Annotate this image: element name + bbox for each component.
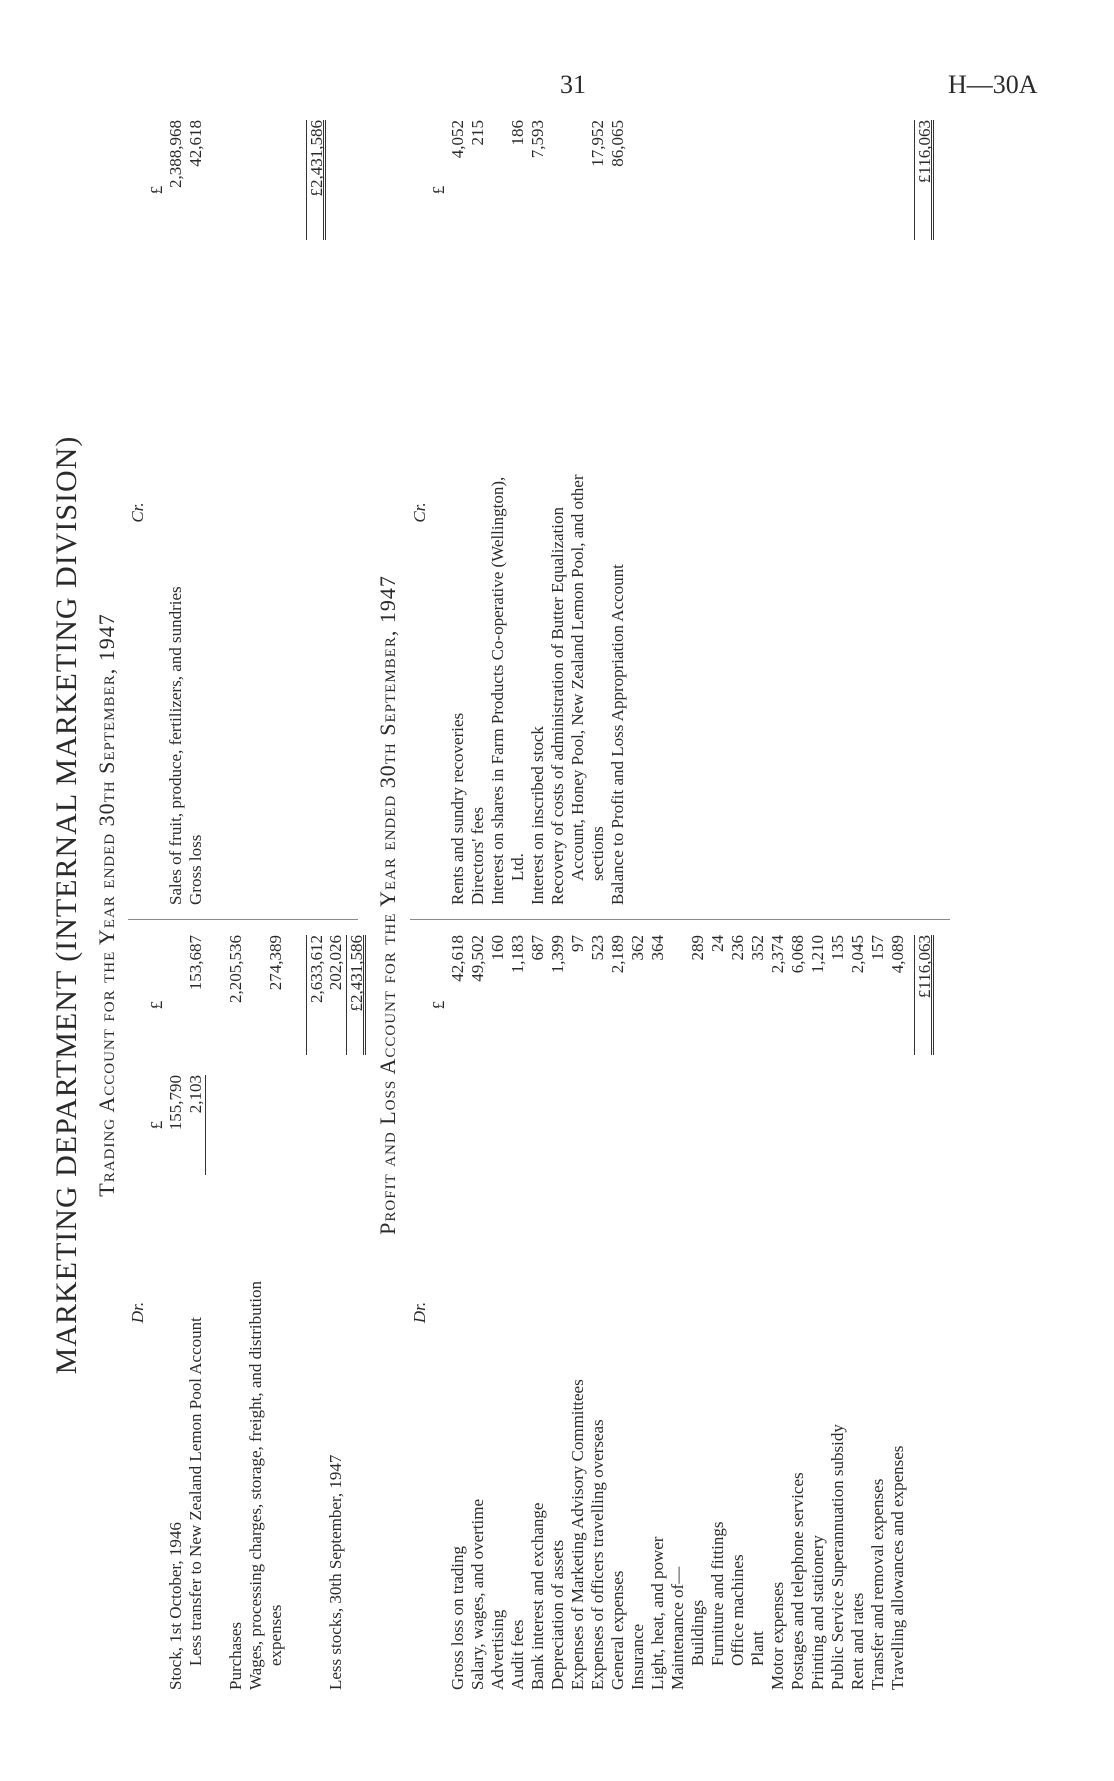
pl-dr-label: Dr.	[410, 1301, 429, 1324]
row-amount: 2,205,536	[226, 935, 245, 1003]
row-amount	[166, 935, 186, 1055]
pl-dr-total-row	[914, 935, 934, 1690]
ledger-row	[306, 935, 326, 1690]
row-label: General expenses	[608, 1570, 627, 1690]
ledger-row	[528, 935, 548, 1690]
trading-cr-label: Cr.	[128, 502, 147, 523]
row-amount: 2,374	[768, 935, 787, 974]
ledger-row	[628, 935, 648, 1690]
trading-dr-total-row	[346, 935, 366, 1690]
pl-divider	[410, 919, 950, 920]
row-amount	[286, 935, 306, 1055]
row-amount: 135	[828, 935, 847, 961]
row-amount: 364	[648, 935, 667, 961]
row-label: Motor expenses	[768, 1581, 787, 1690]
row-label: Expenses of Marketing Advisory Committees	[568, 1379, 587, 1690]
ledger-row	[828, 935, 848, 1690]
row-label: Public Service Superannuation subsidy	[828, 1424, 847, 1690]
ledger-row	[688, 935, 708, 1690]
ledger-row	[186, 935, 206, 1690]
row-amount: 160	[488, 935, 507, 961]
ledger-row	[888, 935, 908, 1690]
pl-cr-currency: £	[429, 185, 448, 195]
row-subamount	[306, 1075, 326, 1175]
ledger-row	[728, 935, 748, 1690]
row-amount: 274,389	[266, 935, 285, 991]
row-amount: 153,687	[186, 935, 205, 991]
trading-cr-currency: £	[147, 185, 166, 195]
row-amount: 1,183	[508, 935, 527, 974]
ledger-row	[508, 935, 528, 1690]
row-amount: 42,618	[448, 935, 467, 982]
profit-loss-account-title: Profit and Loss Account for the Year ended 30th September, 1947	[375, 575, 400, 1235]
ledger-row	[588, 935, 608, 1690]
department-title: MARKETING DEPARTMENT (INTERNAL MARKETING DIVISION)	[50, 435, 83, 1375]
row-label: Buildings	[688, 1599, 707, 1666]
row-label: Ltd.	[508, 853, 527, 881]
page-number: 31	[560, 70, 586, 99]
row-amount: 352	[748, 935, 767, 961]
row-amount: 2,388,968	[166, 120, 185, 188]
trading-account-title: Trading Account for the Year ended 30th September, 1947	[94, 613, 119, 1197]
trading-cr-total: £2,431,586	[306, 120, 326, 240]
row-label: Less stocks, 30th September, 1947	[326, 1454, 345, 1690]
row-label	[206, 1175, 226, 1690]
ledger-row	[448, 935, 468, 1690]
row-amount: 86,065	[608, 120, 627, 167]
row-label: Rent and rates	[848, 1592, 867, 1690]
row-amount: 157	[868, 935, 887, 961]
row-amount: 2,633,612	[306, 935, 326, 1055]
pl-dr-total: £116,063	[914, 935, 934, 1055]
ledger-row	[668, 935, 688, 1690]
row-label: Depreciation of assets	[548, 1539, 567, 1690]
row-label: Postages and telephone services	[788, 1472, 807, 1690]
row-label: Maintenance of—	[668, 1566, 687, 1690]
ledger-row	[548, 935, 568, 1690]
row-label: Plant	[748, 1631, 767, 1666]
ledger-row	[808, 935, 828, 1690]
row-label: Furniture and fittings	[708, 1521, 727, 1666]
row-label: Expenses of officers travelling overseas	[588, 1419, 607, 1690]
ledger-row	[206, 935, 226, 1690]
row-amount: 523	[588, 935, 607, 961]
row-amount: 215	[468, 120, 487, 146]
row-label: Printing and stationery	[808, 1535, 827, 1690]
ledger-row	[788, 935, 808, 1690]
ledger-row	[568, 935, 588, 1690]
trading-dr-rows	[166, 935, 346, 1690]
row-label: Advertising	[488, 1609, 507, 1690]
ledger-row	[488, 935, 508, 1690]
trading-cr-rows	[166, 120, 206, 905]
pl-cr-total: £116,063	[914, 120, 934, 240]
ledger-row	[226, 935, 246, 1690]
row-label: Sales of fruit, produce, fertilizers, and sundries	[166, 586, 185, 905]
row-subamount	[226, 1075, 246, 1175]
pl-cr-side	[410, 120, 934, 905]
trading-dr-total: £2,431,586	[346, 935, 366, 1055]
row-amount: 289	[688, 935, 707, 961]
row-subamount	[266, 1075, 286, 1175]
row-amount: 4,052	[448, 120, 467, 159]
row-amount: 42,618	[186, 120, 205, 167]
ledger-row	[166, 120, 186, 905]
ledger-row	[448, 120, 468, 905]
ledger-row	[548, 120, 568, 905]
pl-cr-currency-row	[430, 120, 448, 905]
row-amount: 49,502	[468, 935, 487, 982]
ledger-row	[588, 120, 608, 905]
row-label: Rents and sundry recoveries	[448, 712, 467, 905]
ledger-row	[468, 935, 488, 1690]
row-label: Account, Honey Pool, New Zealand Lemon Pool, and other	[568, 474, 587, 881]
row-label: Balance to Profit and Loss Appropriation Account	[608, 564, 627, 905]
pl-cr-label: Cr.	[410, 502, 429, 523]
row-amount: 1,210	[808, 935, 827, 974]
ledger-row	[708, 935, 728, 1690]
trading-cr-side	[128, 120, 326, 905]
ledger-row	[528, 120, 548, 905]
row-label: Travelling allowances and expenses	[888, 1445, 907, 1690]
row-label: Office machines	[728, 1554, 747, 1666]
row-amount: 236	[728, 935, 747, 961]
row-amount: 2,045	[848, 935, 867, 974]
trading-divider	[128, 919, 358, 920]
row-amount: 7,593	[528, 120, 547, 159]
row-amount	[488, 120, 508, 240]
row-label: expenses	[266, 1604, 285, 1666]
trading-dr-currency-sub: £	[147, 1120, 166, 1130]
ledger-row	[326, 935, 346, 1690]
ledger-row	[488, 120, 508, 905]
row-amount: 186	[508, 120, 527, 146]
ledger-row	[508, 120, 528, 905]
ledger-row	[848, 935, 868, 1690]
trading-dr-label: Dr.	[128, 1301, 147, 1324]
row-amount: 4,089	[888, 935, 907, 974]
row-subamount	[286, 1075, 306, 1175]
ledger-row	[608, 935, 628, 1690]
row-label	[306, 1175, 326, 1690]
pl-dr-side	[410, 935, 934, 1690]
row-label: Insurance	[628, 1623, 647, 1690]
row-label: Directors' fees	[468, 807, 487, 905]
row-amount	[668, 935, 688, 1055]
row-label	[286, 1175, 306, 1690]
row-subamount	[206, 1075, 226, 1175]
ledger-row	[568, 120, 588, 905]
row-label: Recovery of costs of administration of Butter Equalization	[548, 507, 567, 905]
document-reference: H—30A	[948, 70, 1038, 99]
ledger-row	[266, 935, 286, 1690]
row-label: Gross loss	[186, 834, 205, 905]
ledger-row	[748, 935, 768, 1690]
row-amount: 202,026	[326, 935, 345, 991]
row-label: Interest on shares in Farm Products Co-operative (Wellington),	[488, 476, 507, 905]
row-subamount	[326, 1075, 346, 1175]
row-label: Audit fees	[508, 1619, 527, 1690]
trading-cr-currency-row	[148, 120, 166, 905]
row-amount	[548, 120, 568, 240]
row-subamount: 2,103	[186, 1075, 206, 1175]
row-amount: 2,189	[608, 935, 627, 974]
ledger-row	[246, 935, 266, 1690]
pl-dr-rows	[448, 935, 908, 1690]
row-label: Salary, wages, and overtime	[468, 1498, 487, 1690]
ledger-row	[468, 120, 488, 905]
row-amount: 362	[628, 935, 647, 961]
pl-dr-currency-row	[430, 935, 448, 1690]
row-amount: 17,952	[588, 120, 607, 167]
row-label: Purchases	[226, 1622, 245, 1690]
row-label: Gross loss on trading	[448, 1545, 467, 1690]
row-label: Wages, processing charges, storage, freight, and distribution	[246, 1280, 265, 1690]
pl-cr-rows	[448, 120, 628, 905]
ledger-row	[608, 120, 628, 905]
row-label: sections	[588, 826, 607, 881]
row-amount: 6,068	[788, 935, 807, 974]
trading-dr-currency-row	[148, 935, 166, 1690]
row-amount: 97	[568, 935, 587, 952]
row-label: Interest on inscribed stock	[528, 726, 547, 905]
row-subamount	[246, 1075, 266, 1175]
row-amount: 687	[528, 935, 547, 961]
ledger-row	[286, 935, 306, 1690]
ledger-row	[868, 935, 888, 1690]
ledger-row	[186, 120, 206, 905]
ledger-row	[768, 935, 788, 1690]
pl-cr-total-row	[914, 120, 934, 905]
rotated-content	[50, 120, 1040, 1690]
row-label: Stock, 1st October, 1946	[166, 1522, 185, 1690]
row-label: Light, heat, and power	[648, 1536, 667, 1690]
row-amount: 24	[708, 935, 727, 952]
row-label: Bank interest and exchange	[528, 1502, 547, 1690]
row-amount: 1,399	[548, 935, 567, 974]
trading-dr-side	[128, 935, 366, 1690]
ledger-row	[166, 935, 186, 1690]
trading-cr-total-row	[306, 120, 326, 905]
row-subamount: 155,790	[166, 1075, 185, 1131]
row-label: Transfer and removal expenses	[868, 1478, 887, 1690]
pl-dr-currency: £	[429, 1000, 448, 1010]
row-label: Less transfer to New Zealand Lemon Pool Account	[186, 1317, 205, 1666]
ledger-row	[648, 935, 668, 1690]
row-amount	[568, 120, 588, 240]
trading-dr-currency-amt: £	[147, 1000, 166, 1010]
row-amount	[206, 935, 226, 1055]
row-amount	[246, 935, 266, 1055]
